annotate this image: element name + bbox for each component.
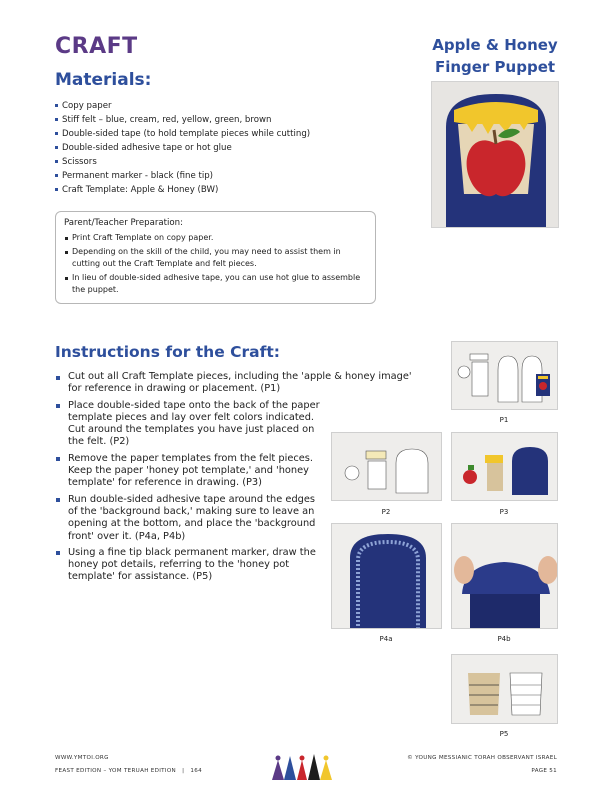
- puppet-title-line1: Apple & Honey: [432, 36, 558, 54]
- prep-box: [55, 211, 376, 304]
- photo-p1: [451, 341, 558, 410]
- ymtoi-logo-icon: [270, 752, 342, 782]
- list-item: Remove the paper templates from the felt pieces. Keep the paper 'honey pot template,' and 'honey template' for reference in drawing. (P3): [55, 453, 320, 490]
- p4b-illustration: [452, 524, 558, 629]
- photo-p4a: [331, 523, 442, 629]
- caption-p5: P5: [499, 730, 509, 738]
- photo-p3: [451, 432, 558, 501]
- list-item: Stiff felt – blue, cream, red, yellow, green, brown: [55, 113, 310, 127]
- list-item: Depending on the skill of the child, you may need to assist them in cutting out the Craft Template and felt pieces.: [64, 246, 367, 270]
- p4a-illustration: [332, 524, 442, 629]
- footer-left: [55, 752, 202, 778]
- list-item: Double-sided tape (to hold template pieces while cutting): [55, 127, 310, 141]
- list-item: In lieu of double-sided adhesive tape, you can use hot glue to assemble the puppet.: [64, 272, 367, 296]
- footer-page-number: PAGE 51: [531, 768, 557, 774]
- prep-list: [64, 232, 367, 296]
- photo-p2: [331, 432, 442, 501]
- caption-p4a: P4a: [379, 635, 393, 643]
- instructions-heading: Instructions for the Craft:: [55, 343, 280, 361]
- list-item: Cut out all Craft Template pieces, including the 'apple & honey image' for reference in drawing or placement. (P1): [55, 371, 420, 396]
- footer-edition-text: FEAST EDITION – YOM TERUAH EDITION: [55, 768, 177, 774]
- list-item: Scissors: [55, 155, 310, 169]
- p3-illustration: [452, 433, 558, 501]
- footer-separator: |: [182, 768, 185, 774]
- materials-list: [55, 99, 310, 197]
- list-item: Craft Template: Apple & Honey (BW): [55, 183, 310, 197]
- caption-p4b: P4b: [497, 635, 511, 643]
- puppet-illustration: [432, 82, 559, 228]
- prep-heading: Parent/Teacher Preparation:: [64, 218, 184, 228]
- list-item: Copy paper: [55, 99, 310, 113]
- footer-right: [407, 752, 557, 778]
- photo-p5: [451, 654, 558, 724]
- list-item: Double-sided adhesive tape or hot glue: [55, 141, 310, 155]
- caption-p1: P1: [499, 416, 509, 424]
- photo-p4b: [451, 523, 558, 629]
- puppet-title: [420, 34, 570, 78]
- caption-p3: P3: [499, 508, 509, 516]
- list-item: Place double-sided tape onto the back of the paper template pieces and lay over felt colors indicated. Cut around the templates you have just placed on the felt. (P2): [55, 400, 330, 449]
- puppet-title-line2: Finger Puppet: [434, 58, 556, 76]
- list-item: Permanent marker - black (fine tip): [55, 169, 310, 183]
- list-item: Print Craft Template on copy paper.: [64, 232, 367, 244]
- puppet-photo: [431, 81, 559, 228]
- footer-edition-page: 164: [190, 768, 202, 774]
- footer-edition: [55, 765, 202, 778]
- p1-illustration: [452, 342, 558, 410]
- list-item: Run double-sided adhesive tape around the edges of the 'background back,' making sure to leave an opening at the bottom, and place the 'background front' over it. (P4a, P4b): [55, 494, 320, 543]
- page-title: CRAFT: [55, 34, 138, 59]
- footer-website[interactable]: WWW.YMTOI.ORG: [55, 755, 109, 761]
- list-item: Using a fine tip black permanent marker, draw the honey pot details, referring to the 'honey pot template' for assistance. (P5): [55, 547, 323, 584]
- caption-p2: P2: [381, 508, 391, 516]
- p5-illustration: [452, 655, 558, 724]
- p2-illustration: [332, 433, 442, 501]
- footer-copyright: © YOUNG MESSIANIC TORAH OBSERVANT ISRAEL: [407, 755, 557, 761]
- materials-heading: Materials:: [55, 70, 152, 90]
